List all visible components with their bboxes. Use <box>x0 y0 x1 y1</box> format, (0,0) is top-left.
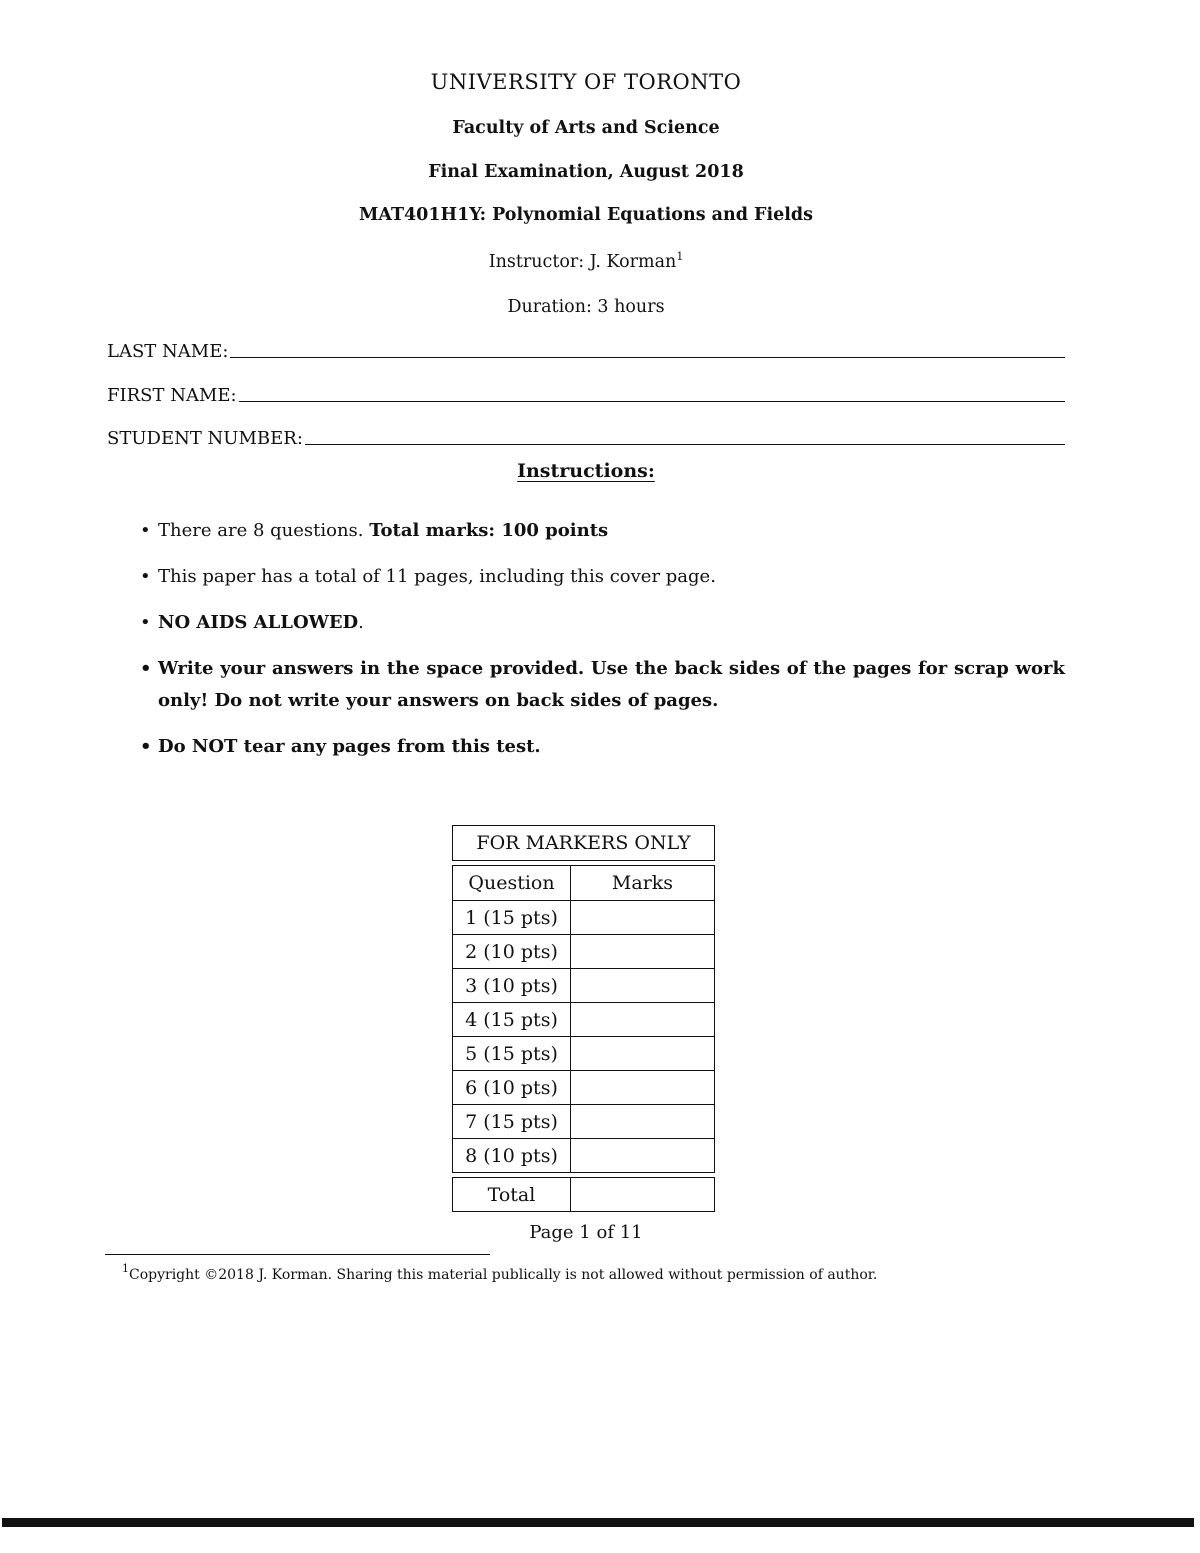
instruction-bold-text: Write your answers in the space provided. Use the back sides of the pages for scrap work only! Do not write your answers on back sides of pages. <box>158 658 1065 711</box>
total-row <box>453 1178 715 1212</box>
question-cell: 2 (10 pts) <box>453 935 571 969</box>
university-title: UNIVERSITY OF TORONTO <box>430 70 742 94</box>
last-name-line[interactable] <box>230 357 1065 358</box>
footnote-text: Copyright ©2018 J. Korman. Sharing this material publically is not allowed without permission of author. <box>129 1267 878 1283</box>
marks-cell[interactable] <box>571 935 715 969</box>
footnote-mark: 1 <box>122 1262 129 1275</box>
column-header-question: Question <box>453 866 571 901</box>
markers-table <box>452 825 715 1212</box>
marks-cell[interactable] <box>571 1071 715 1105</box>
page-number: Page 1 of 11 <box>529 1222 643 1243</box>
table-row <box>453 901 715 935</box>
exam-title: Final Examination, August 2018 <box>428 162 744 182</box>
student-number-label: STUDENT NUMBER: <box>107 428 303 449</box>
total-label: Total <box>453 1178 571 1212</box>
scan-edge-bar <box>2 1518 1194 1527</box>
question-cell: 6 (10 pts) <box>453 1071 571 1105</box>
table-row <box>453 1071 715 1105</box>
question-cell: 1 (15 pts) <box>453 901 571 935</box>
footnote <box>122 1262 877 1283</box>
instructor-name: Instructor: J. Korman <box>488 252 677 272</box>
footnote-marker: 1 <box>676 250 684 263</box>
instruction-bold-text: Do NOT tear any pages from this test. <box>158 736 541 757</box>
instruction-item <box>140 653 1065 717</box>
student-number-field[interactable] <box>107 428 1065 449</box>
instruction-item <box>140 607 1065 639</box>
last-name-field[interactable] <box>107 341 1065 362</box>
instruction-bold-text: Total marks: 100 points <box>369 520 609 541</box>
marks-cell[interactable] <box>571 969 715 1003</box>
course-title: MAT401H1Y: Polynomial Equations and Fields <box>358 205 813 225</box>
question-cell: 8 (10 pts) <box>453 1139 571 1173</box>
table-row <box>453 1105 715 1139</box>
markers-table-title: FOR MARKERS ONLY <box>453 826 715 861</box>
marks-cell[interactable] <box>571 1105 715 1139</box>
marks-cell[interactable] <box>571 1003 715 1037</box>
instruction-text: . <box>358 612 364 633</box>
student-number-line[interactable] <box>305 444 1065 445</box>
table-row <box>453 935 715 969</box>
marks-cell[interactable] <box>571 901 715 935</box>
faculty-name: Faculty of Arts and Science <box>452 118 720 138</box>
marks-cell[interactable] <box>571 1139 715 1173</box>
footnote-rule <box>105 1254 490 1255</box>
total-marks-cell[interactable] <box>571 1178 715 1212</box>
instructor-line <box>0 250 1172 272</box>
duration: Duration: 3 hours <box>507 297 665 317</box>
instruction-item <box>140 515 1065 547</box>
table-row <box>453 969 715 1003</box>
instruction-text: This paper has a total of 11 pages, including this cover page. <box>158 566 716 587</box>
question-cell: 5 (15 pts) <box>453 1037 571 1071</box>
table-row <box>453 1139 715 1173</box>
column-header-marks: Marks <box>571 866 715 901</box>
first-name-label: FIRST NAME: <box>107 385 237 406</box>
question-cell: 3 (10 pts) <box>453 969 571 1003</box>
question-cell: 7 (15 pts) <box>453 1105 571 1139</box>
instruction-item <box>140 561 1065 593</box>
instruction-text: There are 8 questions. <box>158 520 370 541</box>
instruction-item <box>140 731 1065 763</box>
question-cell: 4 (15 pts) <box>453 1003 571 1037</box>
instructions-heading: Instructions: <box>517 460 655 482</box>
first-name-line[interactable] <box>239 401 1065 402</box>
first-name-field[interactable] <box>107 385 1065 406</box>
table-row <box>453 1003 715 1037</box>
table-row <box>453 1037 715 1071</box>
last-name-label: LAST NAME: <box>107 341 229 362</box>
marks-cell[interactable] <box>571 1037 715 1071</box>
instructions-list <box>140 515 1065 777</box>
instruction-bold-text: NO AIDS ALLOWED <box>158 612 359 633</box>
